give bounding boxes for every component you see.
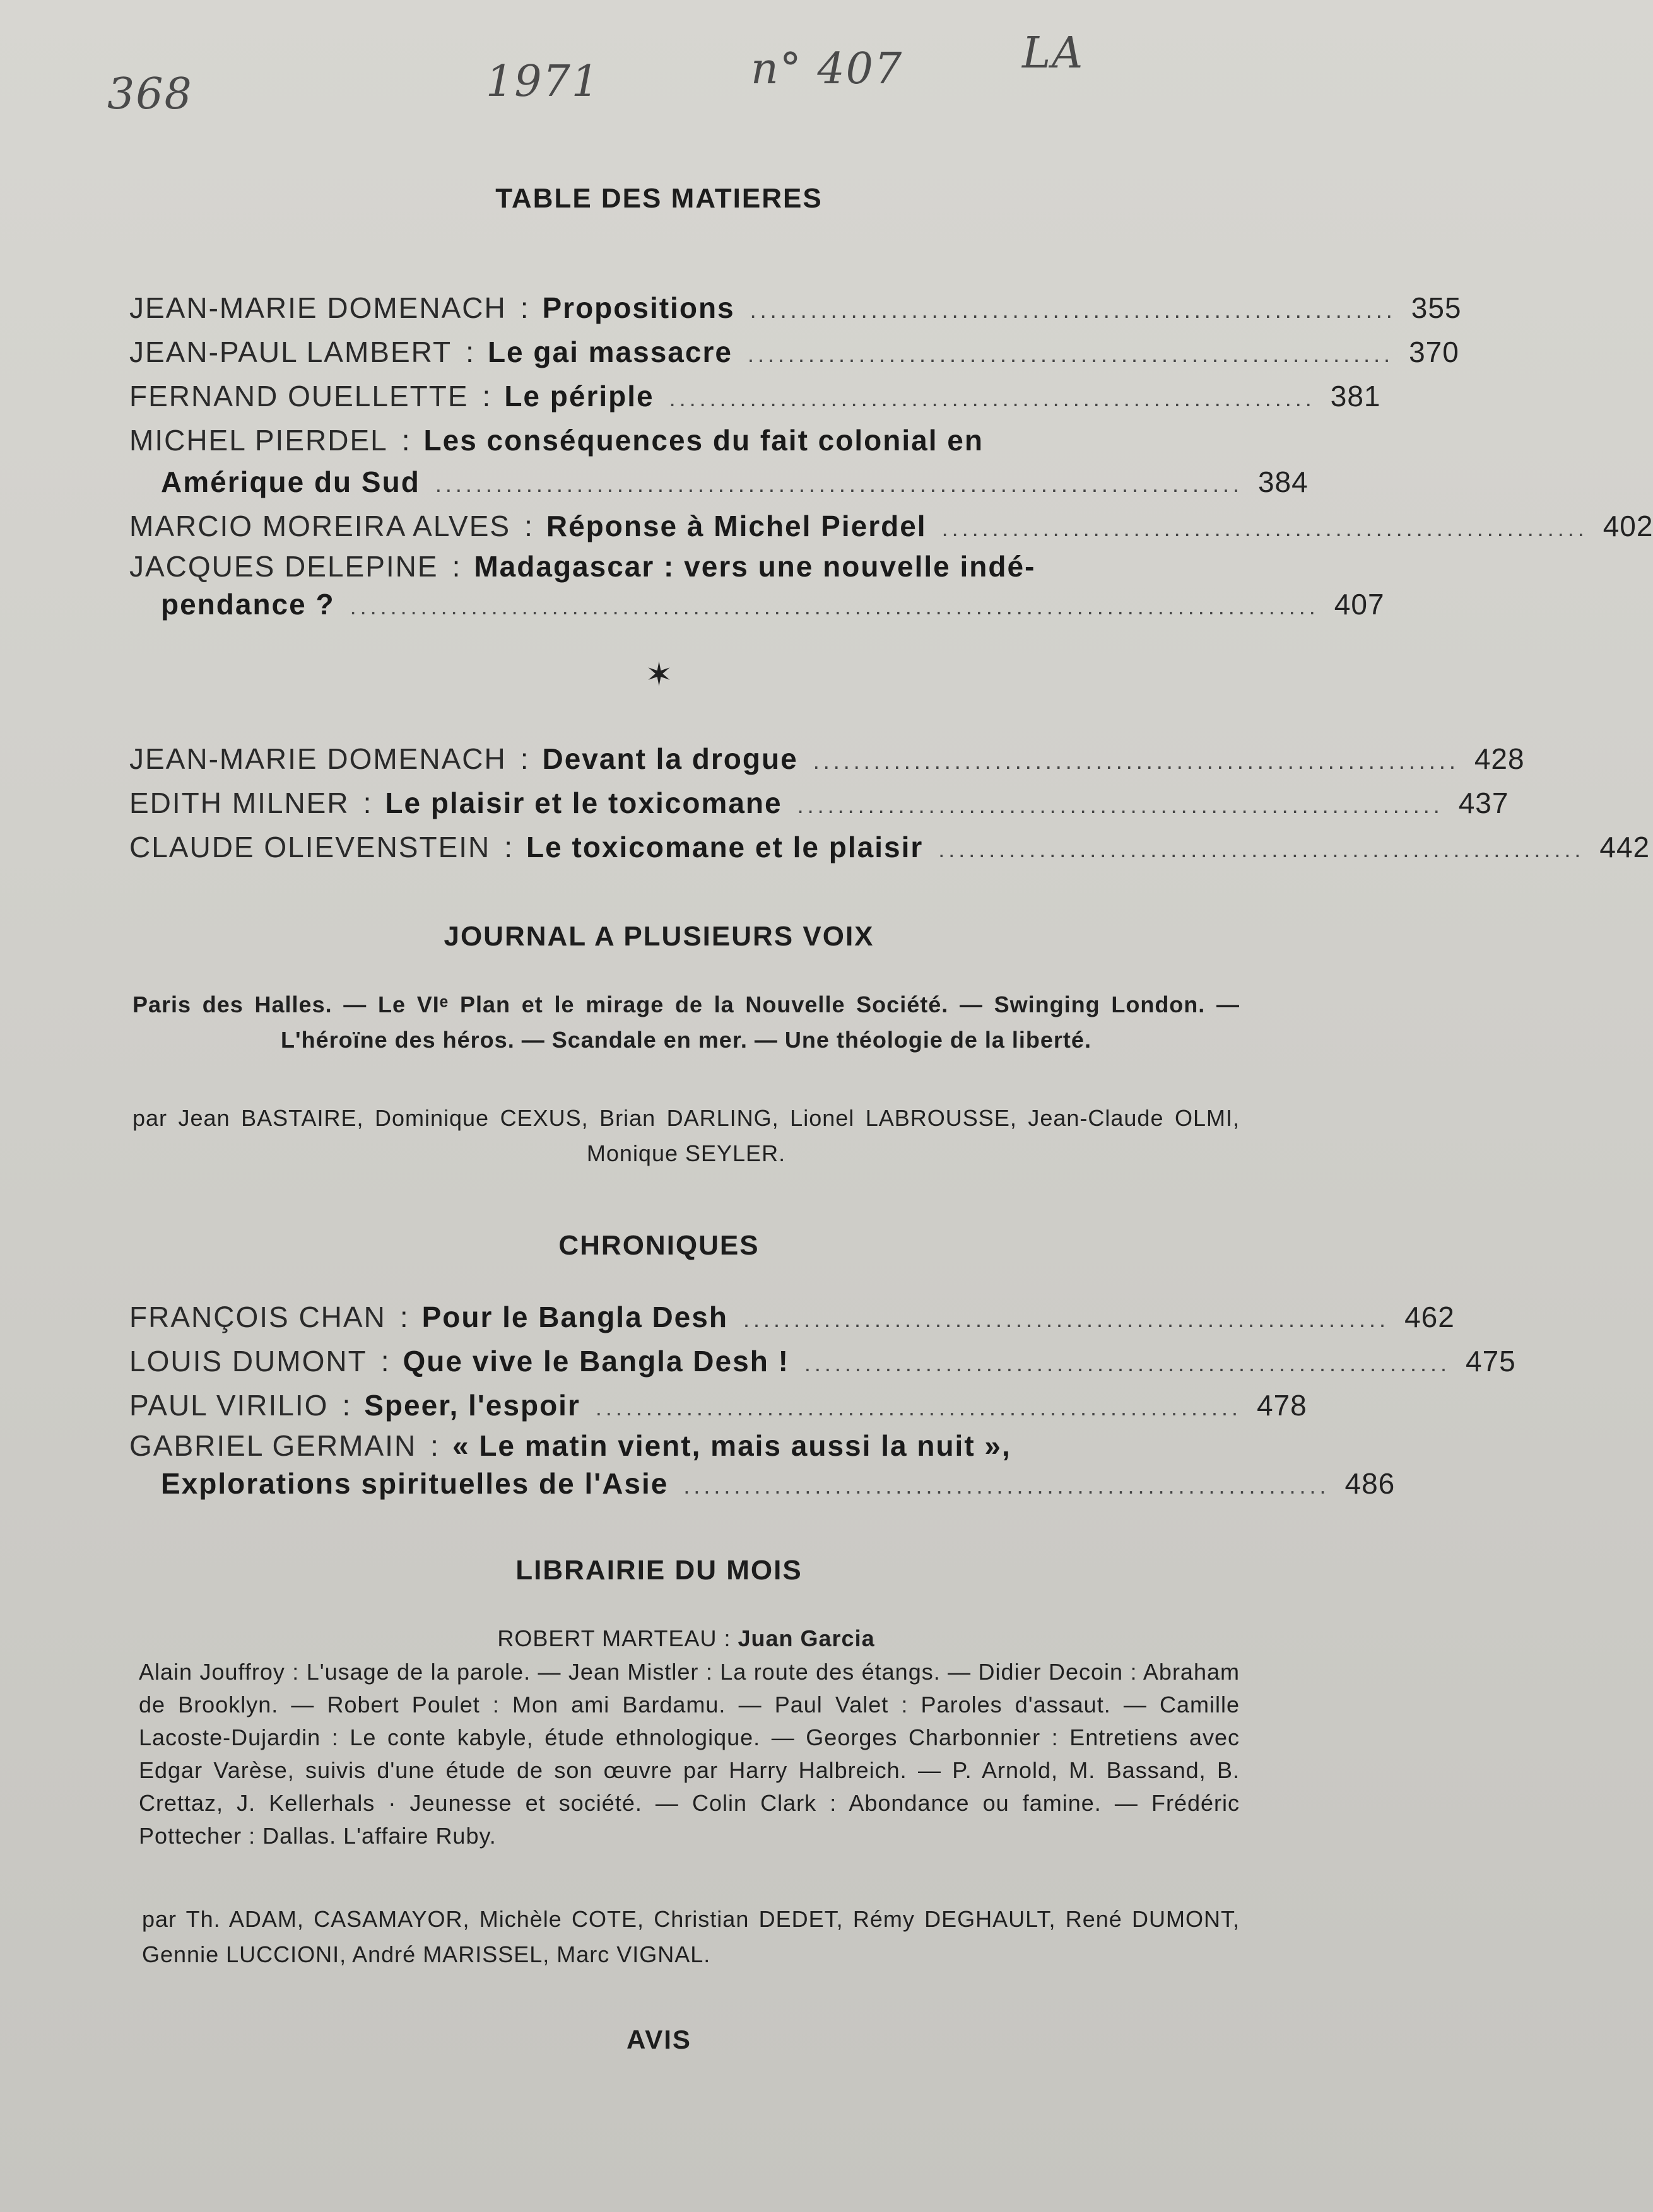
toc-entry bbox=[129, 1429, 1240, 1463]
lead-title: Juan Garcia bbox=[738, 1625, 875, 1651]
entry-author: MICHEL PIERDEL bbox=[129, 424, 388, 457]
toc-entry-continuation bbox=[129, 1463, 1396, 1507]
toc-entry bbox=[129, 1296, 1455, 1340]
entry-separator: : bbox=[504, 831, 513, 863]
entry-author: FERNAND OUELLETTE bbox=[129, 380, 469, 413]
entry-author: LOUIS DUMONT bbox=[129, 1345, 367, 1378]
lead-separator: : bbox=[724, 1625, 738, 1651]
entry-page: 475 bbox=[1466, 1345, 1516, 1378]
entry-title: Madagascar : vers une nouvelle indé- bbox=[474, 550, 1036, 583]
entry-author: MARCIO MOREIRA ALVES bbox=[129, 510, 511, 542]
entry-title: Le gai massacre bbox=[487, 336, 732, 368]
leader-dots: ................................................................ bbox=[683, 1473, 1330, 1499]
entry-title: Devant la drogue bbox=[542, 742, 798, 775]
handwritten-note-issue: n° 407 bbox=[751, 44, 903, 94]
entry-page: 384 bbox=[1257, 465, 1309, 498]
entry-author: JACQUES DELEPINE bbox=[129, 550, 438, 583]
entry-separator: : bbox=[482, 380, 491, 413]
leader-dots: ................................................................ bbox=[804, 1350, 1451, 1376]
entry-author: CLAUDE OLIEVENSTEIN bbox=[129, 831, 491, 863]
entry-page: 381 bbox=[1330, 380, 1381, 413]
entry-separator: : bbox=[466, 336, 474, 368]
librairie-heading: LIBRAIRIE DU MOIS bbox=[515, 1555, 803, 1586]
entry-author: PAUL VIRILIO bbox=[129, 1389, 329, 1422]
entry-page: 442 bbox=[1599, 831, 1650, 863]
entry-author: JEAN-PAUL LAMBERT bbox=[129, 336, 452, 368]
entry-page: 437 bbox=[1458, 787, 1509, 819]
leader-dots: ................................................................................ bbox=[435, 471, 1243, 497]
entry-page: 402 bbox=[1603, 510, 1653, 542]
toc-entry bbox=[129, 419, 1240, 461]
entry-page: 370 bbox=[1409, 336, 1459, 368]
entry-separator: : bbox=[430, 1429, 438, 1462]
entry-title: Le périple bbox=[504, 380, 654, 413]
entry-author: FRANÇOIS CHAN bbox=[129, 1301, 386, 1333]
toc-entry-continuation bbox=[129, 583, 1385, 628]
entry-author: JEAN-MARIE DOMENACH bbox=[129, 291, 507, 324]
entry-separator: : bbox=[520, 742, 529, 775]
librairie-authors: par Th. ADAM, CASAMAYOR, Michèle COTE, Christian DEDET, Rémy DEGHAULT, René DUMONT, Gennie LUCCIONI, André MARISSEL, Marc VIGNAL. bbox=[142, 1906, 1240, 1967]
toc-entry bbox=[129, 738, 1525, 782]
leader-dots: ................................................................ bbox=[813, 748, 1459, 774]
entry-separator: : bbox=[342, 1389, 351, 1422]
entry-title: Réponse à Michel Pierdel bbox=[546, 510, 927, 542]
entry-page: 355 bbox=[1411, 291, 1462, 324]
leader-dots: ................................................................ bbox=[747, 341, 1394, 367]
leader-dots: ................................................................ bbox=[743, 1306, 1390, 1332]
toc-section-2 bbox=[129, 738, 1650, 870]
toc-entry bbox=[129, 505, 1653, 549]
entry-title-continuation: pendance ? bbox=[161, 588, 335, 621]
leader-dots: ................................................................ bbox=[750, 297, 1396, 323]
librairie-reviews: Alain Jouffroy : L'usage de la parole. — Jean Mistler : La route des étangs. — Didier Decoin : Abraham de Brooklyn. — Robert Poulet : Mon ami Bardamu. — Paul Valet : Paroles d'assaut. — Camille Lacoste-Dujardin : Le conte kabyle, étude ethnologique. — Georges Charbonnier : Entretiens avec Edgar Varèse, suivis d'une étude de son œuvre par Harry Halbreich. — P. Arnold, M. Bassand, B. Crettaz, J. Kellerhals · Jeunesse et société. — Colin Clark : Abondance ou famine. — Frédéric Pottecher : Dallas. L'affaire Ruby. bbox=[139, 1659, 1240, 1849]
entry-separator: : bbox=[452, 550, 461, 583]
entry-title: Le toxicomane et le plaisir bbox=[526, 831, 924, 863]
leader-dots: ................................................................ bbox=[669, 385, 1315, 411]
handwritten-note-year: 1971 bbox=[486, 57, 601, 107]
entry-title: Le plaisir et le toxicomane bbox=[385, 787, 782, 819]
librairie-lead bbox=[132, 1621, 1240, 1656]
entry-title: Speer, l'espoir bbox=[364, 1389, 580, 1422]
toc-entry bbox=[129, 826, 1650, 870]
toc-section-1 bbox=[129, 287, 1653, 628]
entry-title: Propositions bbox=[542, 291, 735, 324]
chroniques-heading: CHRONIQUES bbox=[558, 1230, 760, 1261]
toc-entry bbox=[129, 782, 1509, 826]
entry-separator: : bbox=[380, 1345, 389, 1378]
toc-entry bbox=[129, 331, 1459, 375]
entry-title-continuation: Explorations spirituelles de l'Asie bbox=[161, 1467, 669, 1500]
chroniques-list bbox=[129, 1296, 1516, 1507]
lead-author: ROBERT MARTEAU bbox=[497, 1625, 717, 1651]
toc-entry-continuation bbox=[129, 461, 1309, 505]
journal-authors: par Jean BASTAIRE, Dominique CEXUS, Brian DARLING, Lionel LABROUSSE, Jean-Claude OLMI, Monique SEYLER. bbox=[132, 1105, 1240, 1166]
entry-author: JEAN-MARIE DOMENACH bbox=[129, 742, 507, 775]
entry-separator: : bbox=[520, 291, 529, 324]
entry-author: GABRIEL GERMAIN bbox=[129, 1429, 417, 1462]
entry-title: Que vive le Bangla Desh ! bbox=[403, 1345, 789, 1378]
leader-dots: ................................................................ bbox=[595, 1395, 1242, 1420]
entry-separator: : bbox=[524, 510, 532, 542]
entry-page: 428 bbox=[1474, 742, 1525, 775]
handwritten-note-la: LA bbox=[1022, 28, 1085, 78]
leader-dots: ................................................................................................ bbox=[350, 594, 1319, 619]
entry-title: Pour le Bangla Desh bbox=[421, 1301, 728, 1333]
toc-heading: TABLE DES MATIERES bbox=[495, 183, 823, 214]
entry-separator: : bbox=[399, 1301, 408, 1333]
leader-dots: ................................................................ bbox=[941, 515, 1588, 541]
leader-dots: ................................................................ bbox=[797, 792, 1444, 818]
entry-page: 478 bbox=[1256, 1389, 1307, 1422]
leader-dots: ................................................................ bbox=[938, 836, 1585, 862]
entry-title: Les conséquences du fait colonial en bbox=[423, 424, 984, 457]
entry-separator: : bbox=[363, 787, 372, 819]
avis-heading: AVIS bbox=[626, 2025, 691, 2054]
toc-entry bbox=[129, 1384, 1307, 1429]
journal-heading: JOURNAL A PLUSIEURS VOIX bbox=[444, 921, 874, 952]
entry-title: « Le matin vient, mais aussi la nuit », bbox=[452, 1429, 1011, 1462]
entry-page: 486 bbox=[1344, 1467, 1396, 1500]
section-divider-star: ✶ bbox=[645, 657, 673, 693]
entry-page: 462 bbox=[1404, 1301, 1455, 1333]
entry-page: 407 bbox=[1334, 588, 1385, 621]
toc-entry bbox=[129, 549, 1240, 583]
toc-entry bbox=[129, 287, 1462, 331]
entry-separator: : bbox=[401, 424, 410, 457]
toc-entry bbox=[129, 375, 1381, 419]
entry-author: EDITH MILNER bbox=[129, 787, 350, 819]
journal-topics: Paris des Halles. — Le VIᵉ Plan et le mirage de la Nouvelle Société. — Swinging London. — L'héroïne des héros. — Scandale en mer. — Une théologie de la liberté. bbox=[132, 992, 1240, 1053]
toc-entry bbox=[129, 1340, 1516, 1384]
handwritten-note-368: 368 bbox=[107, 69, 193, 119]
entry-title-continuation: Amérique du Sud bbox=[161, 465, 420, 498]
